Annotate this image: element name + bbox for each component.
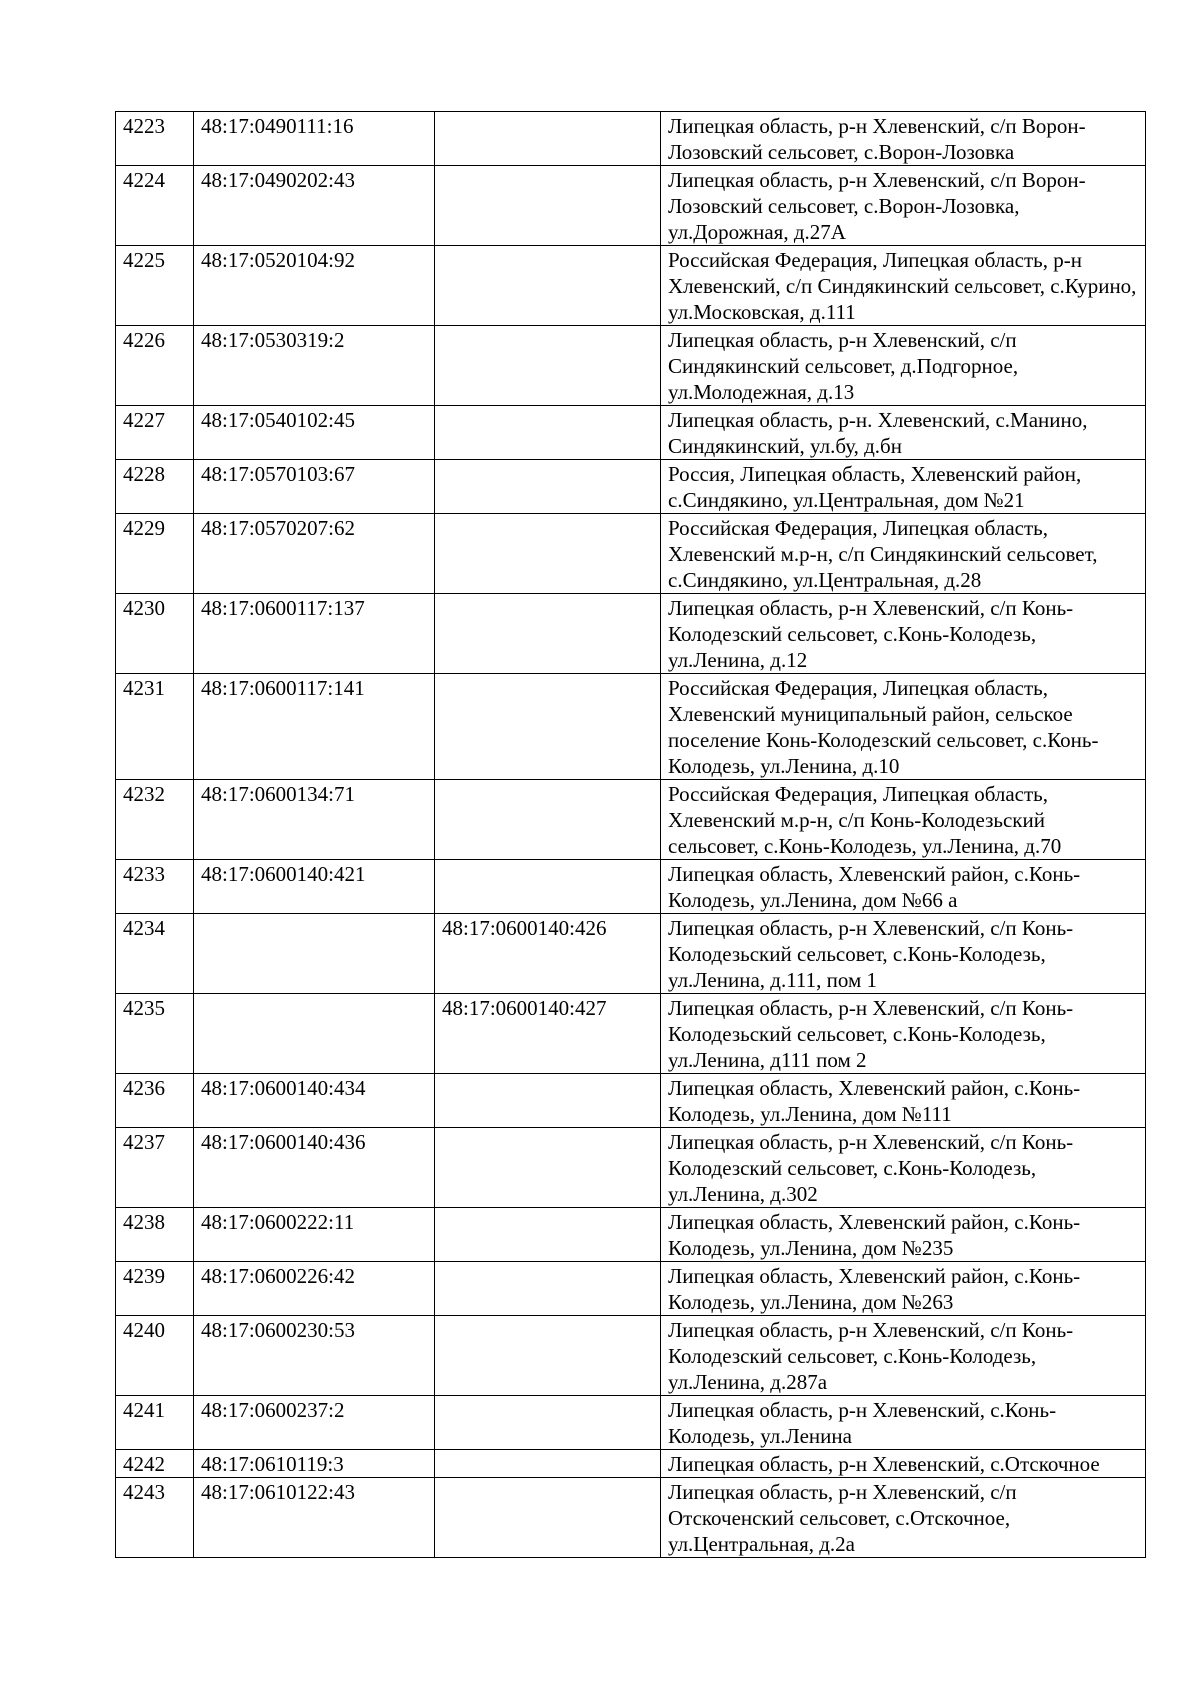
row-number: 4240 bbox=[116, 1316, 194, 1396]
cadastral-number: 48:17:0490111:16 bbox=[194, 112, 435, 166]
table-row bbox=[116, 674, 1146, 780]
premise-cadastral-number: 48:17:0600140:426 bbox=[435, 914, 661, 994]
address: Российская Федерация, Липецкая область, Хлевенский муниципальный район, сельское поселение Конь-Колодезский сельсовет, с.Конь-Колодезь, ул.Ленина, д.10 bbox=[661, 674, 1146, 780]
row-number: 4223 bbox=[116, 112, 194, 166]
premise-cadastral-number bbox=[435, 860, 661, 914]
cadastral-number: 48:17:0530319:2 bbox=[194, 326, 435, 406]
table-row bbox=[116, 994, 1146, 1074]
address: Липецкая область, р-н Хлевенский, с/п Конь-Колодезьский сельсовет, с.Конь-Колодезь, ул.Ленина, д111 пом 2 bbox=[661, 994, 1146, 1074]
premise-cadastral-number bbox=[435, 246, 661, 326]
premise-cadastral-number bbox=[435, 594, 661, 674]
address: Липецкая область, Хлевенский район, с.Конь-Колодезь, ул.Ленина, дом №66 а bbox=[661, 860, 1146, 914]
premise-cadastral-number bbox=[435, 1208, 661, 1262]
row-number: 4225 bbox=[116, 246, 194, 326]
cadastral-number: 48:17:0610119:3 bbox=[194, 1450, 435, 1478]
table-row bbox=[116, 1074, 1146, 1128]
premise-cadastral-number bbox=[435, 406, 661, 460]
premise-cadastral-number bbox=[435, 1396, 661, 1450]
cadastral-number: 48:17:0570103:67 bbox=[194, 460, 435, 514]
row-number: 4232 bbox=[116, 780, 194, 860]
table-row bbox=[116, 914, 1146, 994]
cadastral-number: 48:17:0600140:434 bbox=[194, 1074, 435, 1128]
premise-cadastral-number bbox=[435, 112, 661, 166]
table-row bbox=[116, 326, 1146, 406]
table-row bbox=[116, 1396, 1146, 1450]
cadastral-number: 48:17:0600237:2 bbox=[194, 1396, 435, 1450]
cadastral-number: 48:17:0600134:71 bbox=[194, 780, 435, 860]
row-number: 4234 bbox=[116, 914, 194, 994]
row-number: 4242 bbox=[116, 1450, 194, 1478]
table-row bbox=[116, 780, 1146, 860]
table-row bbox=[116, 460, 1146, 514]
table-row bbox=[116, 860, 1146, 914]
address: Липецкая область, Хлевенский район, с.Конь-Колодезь, ул.Ленина, дом №263 bbox=[661, 1262, 1146, 1316]
table-row bbox=[116, 514, 1146, 594]
premise-cadastral-number bbox=[435, 1262, 661, 1316]
row-number: 4236 bbox=[116, 1074, 194, 1128]
row-number: 4230 bbox=[116, 594, 194, 674]
address: Липецкая область, р-н Хлевенский, с/п Отскоченский сельсовет, с.Отскочное, ул.Центральная, д.2а bbox=[661, 1478, 1146, 1558]
cadastral-number: 48:17:0540102:45 bbox=[194, 406, 435, 460]
table-row bbox=[116, 1450, 1146, 1478]
cadastral-number: 48:17:0600222:11 bbox=[194, 1208, 435, 1262]
address: Липецкая область, р-н Хлевенский, с/п Конь-Колодезский сельсовет, с.Конь-Колодезь, ул.Ленина, д.302 bbox=[661, 1128, 1146, 1208]
premise-cadastral-number bbox=[435, 1450, 661, 1478]
cadastral-number: 48:17:0600140:421 bbox=[194, 860, 435, 914]
row-number: 4238 bbox=[116, 1208, 194, 1262]
cadastral-number: 48:17:0600140:436 bbox=[194, 1128, 435, 1208]
address: Липецкая область, р-н. Хлевенский, с.Манино, Синдякинский, ул.бу, д.бн bbox=[661, 406, 1146, 460]
cadastral-number: 48:17:0490202:43 bbox=[194, 166, 435, 246]
cadastral-number bbox=[194, 914, 435, 994]
table-row bbox=[116, 166, 1146, 246]
premise-cadastral-number bbox=[435, 1316, 661, 1396]
row-number: 4241 bbox=[116, 1396, 194, 1450]
row-number: 4228 bbox=[116, 460, 194, 514]
cadastral-number: 48:17:0600117:141 bbox=[194, 674, 435, 780]
cadastral-number: 48:17:0520104:92 bbox=[194, 246, 435, 326]
premise-cadastral-number bbox=[435, 1128, 661, 1208]
cadastral-number bbox=[194, 994, 435, 1074]
premise-cadastral-number bbox=[435, 166, 661, 246]
row-number: 4224 bbox=[116, 166, 194, 246]
address: Липецкая область, Хлевенский район, с.Конь-Колодезь, ул.Ленина, дом №111 bbox=[661, 1074, 1146, 1128]
cadastral-number: 48:17:0610122:43 bbox=[194, 1478, 435, 1558]
table-row bbox=[116, 1478, 1146, 1558]
table-row bbox=[116, 594, 1146, 674]
row-number: 4237 bbox=[116, 1128, 194, 1208]
row-number: 4227 bbox=[116, 406, 194, 460]
address: Липецкая область, р-н Хлевенский, с.Отскочное bbox=[661, 1450, 1146, 1478]
premise-cadastral-number: 48:17:0600140:427 bbox=[435, 994, 661, 1074]
address: Российская Федерация, Липецкая область, р-н Хлевенский, с/п Синдякинский сельсовет, с.Курино, ул.Московская, д.111 bbox=[661, 246, 1146, 326]
address: Липецкая область, р-н Хлевенский, с/п Конь-Колодезский сельсовет, с.Конь-Колодезь, ул.Ленина, д.287а bbox=[661, 1316, 1146, 1396]
table-row bbox=[116, 1316, 1146, 1396]
address: Россия, Липецкая область, Хлевенский район, с.Синдякино, ул.Центральная, дом №21 bbox=[661, 460, 1146, 514]
property-registry-table bbox=[115, 111, 1146, 1558]
address: Липецкая область, р-н Хлевенский, с/п Конь-Колодезский сельсовет, с.Конь-Колодезь, ул.Ленина, д.12 bbox=[661, 594, 1146, 674]
address: Российская Федерация, Липецкая область, Хлевенский м.р-н, с/п Синдякинский сельсовет, с.Синдякино, ул.Центральная, д.28 bbox=[661, 514, 1146, 594]
registry-table-body bbox=[116, 112, 1146, 1558]
row-number: 4235 bbox=[116, 994, 194, 1074]
row-number: 4243 bbox=[116, 1478, 194, 1558]
address: Липецкая область, р-н Хлевенский, с/п Ворон-Лозовский сельсовет, с.Ворон-Лозовка bbox=[661, 112, 1146, 166]
address: Липецкая область, р-н Хлевенский, с/п Ворон-Лозовский сельсовет, с.Ворон-Лозовка, ул.Дорожная, д.27А bbox=[661, 166, 1146, 246]
row-number: 4229 bbox=[116, 514, 194, 594]
address: Липецкая область, р-н Хлевенский, с.Конь-Колодезь, ул.Ленина bbox=[661, 1396, 1146, 1450]
premise-cadastral-number bbox=[435, 1478, 661, 1558]
address: Липецкая область, Хлевенский район, с.Конь-Колодезь, ул.Ленина, дом №235 bbox=[661, 1208, 1146, 1262]
cadastral-number: 48:17:0600230:53 bbox=[194, 1316, 435, 1396]
cadastral-number: 48:17:0570207:62 bbox=[194, 514, 435, 594]
premise-cadastral-number bbox=[435, 674, 661, 780]
table-row bbox=[116, 406, 1146, 460]
address: Российская Федерация, Липецкая область, Хлевенский м.р-н, с/п Конь-Колодезьский сельсовет, с.Конь-Колодезь, ул.Ленина, д.70 bbox=[661, 780, 1146, 860]
cadastral-number: 48:17:0600226:42 bbox=[194, 1262, 435, 1316]
row-number: 4239 bbox=[116, 1262, 194, 1316]
premise-cadastral-number bbox=[435, 514, 661, 594]
table-row bbox=[116, 1128, 1146, 1208]
cadastral-number: 48:17:0600117:137 bbox=[194, 594, 435, 674]
address: Липецкая область, р-н Хлевенский, с/п Конь-Колодезьский сельсовет, с.Конь-Колодезь, ул.Ленина, д.111, пом 1 bbox=[661, 914, 1146, 994]
table-row bbox=[116, 1262, 1146, 1316]
table-row bbox=[116, 1208, 1146, 1262]
row-number: 4233 bbox=[116, 860, 194, 914]
row-number: 4231 bbox=[116, 674, 194, 780]
premise-cadastral-number bbox=[435, 780, 661, 860]
premise-cadastral-number bbox=[435, 460, 661, 514]
premise-cadastral-number bbox=[435, 326, 661, 406]
premise-cadastral-number bbox=[435, 1074, 661, 1128]
table-row bbox=[116, 112, 1146, 166]
table-row bbox=[116, 246, 1146, 326]
address: Липецкая область, р-н Хлевенский, с/п Синдякинский сельсовет, д.Подгорное, ул.Молодежная, д.13 bbox=[661, 326, 1146, 406]
row-number: 4226 bbox=[116, 326, 194, 406]
